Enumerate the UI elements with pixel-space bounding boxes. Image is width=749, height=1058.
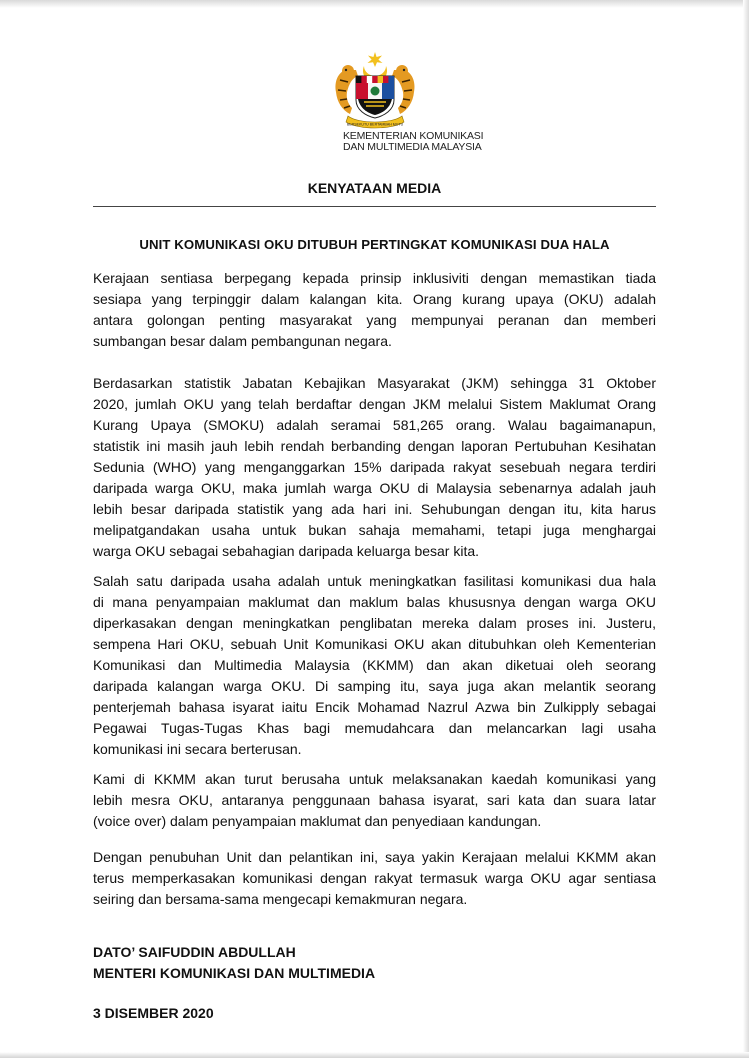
paragraph-line: melipatgandakan usaha untuk bukan sahaja memahami, tetapi juga menghargai [93, 522, 656, 538]
paragraph-2 [93, 373, 656, 562]
paragraph-line: Pegawai Tugas-Tugas Khas bagi memudahcara dan melancarkan lagi usaha [93, 720, 656, 736]
page-shadow-bottom [0, 1052, 749, 1058]
paragraph-line: daripada kalangan warga OKU. Di samping itu, saya juga akan melantik seorang [93, 678, 656, 694]
ministry-name-line1: KEMENTERIAN KOMUNIKASI [343, 130, 484, 142]
paragraph-line: di mana penyampaian maklumat dan maklum balas khususnya dengan warga OKU [93, 594, 656, 610]
paragraph-line: sesiapa yang terpinggir dalam kalangan kita. Orang kurang upaya (OKU) adalah [93, 291, 656, 307]
paragraph-line: Kami di KKMM akan turut berusaha untuk melaksanakan kaedah komunikasi yang [93, 771, 656, 787]
heading-divider [93, 206, 656, 207]
page-shadow-right [743, 0, 749, 1058]
paragraph-line: statistik ini masih jauh lebih rendah berbanding dengan laporan Pertubuhan Kesihatan [93, 438, 656, 454]
paragraph-line: komunikasi ini secara berterusan. [93, 741, 302, 757]
paragraph-line: 2020, jumlah OKU yang telah berdaftar dengan JKM melalui Sistem Maklumat Orang [93, 396, 656, 412]
ministry-name [343, 131, 483, 153]
paragraph-line: daripada warga OKU, maka jumlah warga OKU di Malaysia sebenarnya adalah jauh [93, 480, 656, 496]
paragraph-line: Komunikasi dan Multimedia Malaysia (KKMM) dan akan diketuai oleh seorang [93, 657, 656, 673]
paragraph-3 [93, 571, 656, 760]
document-title: UNIT KOMUNIKASI OKU DITUBUH PERTINGKAT KOMUNIKASI DUA HALA [139, 237, 610, 252]
paragraph-line: Kurang Upaya (SMOKU) adalah seramai 581,265 orang. Walau bagaimanapun, [93, 417, 656, 433]
coat-of-arms-logo [328, 50, 422, 132]
paragraph-line: Salah satu daripada usaha adalah untuk meningkatkan fasilitasi komunikasi dua hala [93, 573, 656, 589]
paragraph-line: seiring dan bersama-sama mengecapi kemakmuran negara. [93, 891, 468, 907]
paragraph-5 [93, 847, 656, 910]
paragraph-line: (voice over) dalam penyampaian maklumat dan penyediaan kandungan. [93, 813, 542, 829]
paragraph-line: lebih besar daripada statistik yang ada hari ini. Sehubungan dengan itu, kita harus [93, 501, 656, 517]
paragraph-line: lebih mesra OKU, antaranya penggunaan bahasa isyarat, sari kata dan suara latar [93, 792, 656, 808]
signatory-name: DATO’ SAIFUDDIN ABDULLAH [93, 944, 296, 960]
paragraph-line: diperkasakan dengan meningkatkan penglibatan mereka dalam proses ini. Justeru, [93, 615, 656, 631]
document-date: 3 DISEMBER 2020 [93, 1005, 214, 1021]
paragraph-1 [93, 268, 656, 352]
page-shadow-top [0, 0, 749, 8]
paragraph-line: penterjemah bahasa isyarat iaitu Encik Mohamad Nazrul Azwa bin Zulkipply sebagai [93, 699, 656, 715]
paragraph-line: Sedunia (WHO) yang menganggarkan 15% daripada rakyat sesebuah negara terdiri [93, 459, 656, 475]
ministry-name-line2: DAN MULTIMEDIA MALAYSIA [343, 141, 482, 153]
paragraph-line: antara golongan penting masyarakat yang mempunyai peranan dan memberi [93, 312, 656, 328]
paragraph-4 [93, 769, 656, 832]
paragraph-line: sumbangan besar dalam pembangunan negara. [93, 333, 392, 349]
crest-motto: BERSEKUTU BERTAMBAH MUTU [346, 122, 404, 127]
paragraph-line: warga OKU sebagai sebahagian daripada keluarga besar kita. [93, 543, 480, 559]
paragraph-line: sempena Hari OKU, sebuah Unit Komunikasi OKU akan ditubuhkan oleh Kementerian [93, 636, 656, 652]
paragraph-line: Kerajaan sentiasa berpegang kepada prinsip inklusiviti dengan memastikan tiada [93, 270, 656, 286]
paragraph-line: terus memperkasakan komunikasi dengan rakyat termasuk warga OKU agar sentiasa [93, 870, 656, 886]
document-heading: KENYATAAN MEDIA [307, 180, 442, 196]
signatory-title: MENTERI KOMUNIKASI DAN MULTIMEDIA [93, 965, 376, 981]
paragraph-line: Dengan penubuhan Unit dan pelantikan ini, saya yakin Kerajaan melalui KKMM akan [93, 849, 656, 865]
paragraph-line: Berdasarkan statistik Jabatan Kebajikan Masyarakat (JKM) sehingga 31 Oktober [93, 375, 656, 391]
